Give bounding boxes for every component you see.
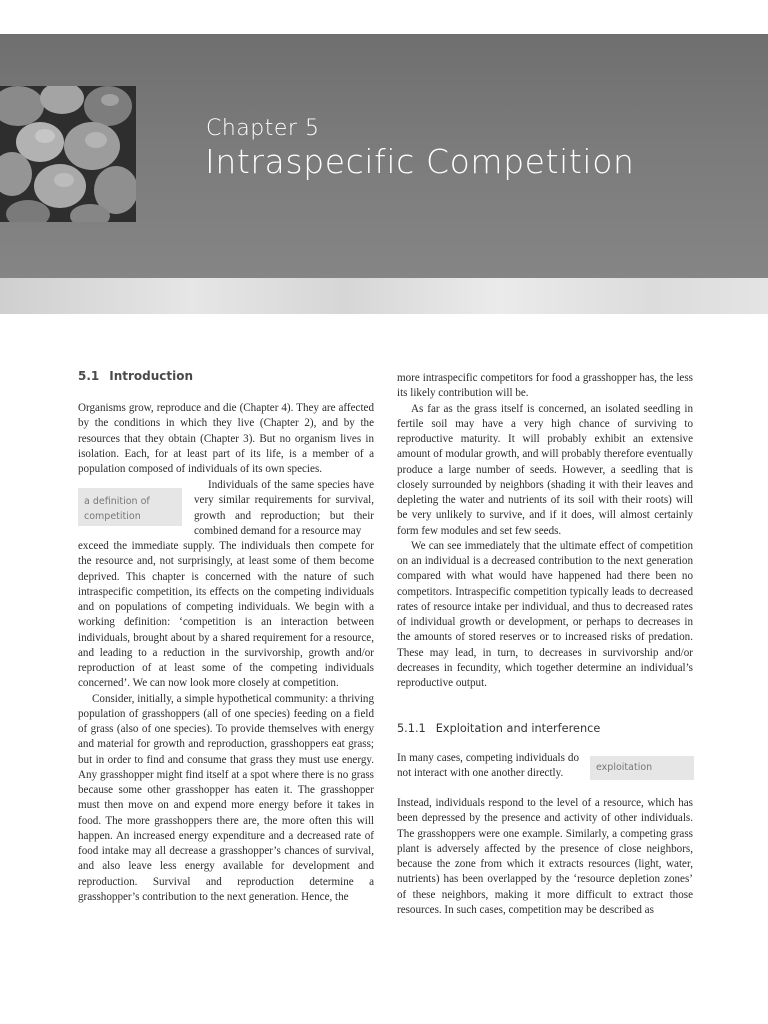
right-paragraph-4-wrapped: In many cases, competing individuals do not interact with one another directly. — [397, 752, 579, 780]
right-paragraph-1: more intraspecific competitors for food a grasshopper has, the less its likely contribution will be. — [397, 372, 693, 400]
section-heading — [78, 369, 193, 383]
subsection-title: Exploitation and interference — [435, 722, 601, 735]
banner-gradient-band — [0, 278, 768, 314]
right-paragraph-4-rest: Instead, individuals respond to the level of a resource, which has been depressed by the presence and activity of other individuals. The grasshoppers were one example. Similarly, a competing grass plant is adversely affected by the presence of close neighbors, because the zone from which it extracts resources (light, water, nutrients) has been overlapped by the ‘resource depletion zones’ of these neighbors, making it more difficult to extract those resources. In such cases, competition may be described as — [397, 797, 693, 916]
left-paragraph-2-rest: exceed the immediate supply. The individuals then compete for the resource and, not surprisingly, at least some of them become deprived. This chapter is concerned with the nature of such intraspecific competition, its effects on the competing individuals and on populations of competing individuals. We begin with a working definition: ‘competition is an interaction between individuals, brought about by a shared requirement for a resource, and leading to a reduction in the survivorship, growth and/or reproduction of at least some of the competing individuals concerned’. We can now look more closely at competition. — [78, 540, 374, 690]
right-paragraph-2: As far as the grass itself is concerned, an isolated seedling in fertile soil may have a very high chance of surviving to reproductive maturity. It will probably exhibit an extensive amount of modular growth, and will probably therefore eventually produce a large number of seeds. However, a seedling that is closely surrounded by neighbors (shading it with their leaves and depleting the water and nutrients of its soil with their roots) will be very unlikely to survive, and if it does, will almost certainly form few modules and set few seeds. — [397, 402, 693, 537]
subsection-number: 5.1.1 — [397, 722, 426, 735]
margin-note-exploitation: exploitation — [590, 756, 694, 780]
chapter-title: Intraspecific Competition — [205, 142, 635, 181]
left-paragraph-2-wrapped: Individuals of the same species have very similar requirements for survival, growth and reproduction; but their combined demand for a resource may — [194, 479, 374, 537]
section-number: 5.1 — [78, 369, 100, 383]
chapter-label: Chapter 5 — [206, 116, 320, 141]
chapter-photo — [0, 86, 136, 222]
left-column-continued — [78, 539, 374, 905]
section-title: Introduction — [109, 369, 194, 383]
top-margin — [0, 0, 768, 34]
left-paragraph-3: Consider, initially, a simple hypothetical community: a thriving population of grasshoppers (all of one species) feeding on a field of grass (also of one species). To provide themselves with energy and material for growth and reproduction, grasshoppers eat grass; but in order to find and consume that grass they must use energy. Any grasshopper might find itself at a spot where there is no grass because some other grasshopper has eaten it. The grasshopper must then move on and expend more energy before it takes in food. The more grasshoppers there are, the more often this will happen. An increased energy expenditure and a decreased rate of food intake may all decrease a grasshopper’s chances of survival, and also leave less energy available for development and reproduction. Survival and reproduction determine a grasshopper’s contribution to the next generation. Hence, the — [78, 692, 374, 903]
right-paragraph-3: We can see immediately that the ultimate effect of competition on an individual is a decreased contribution to the next generation compared with what would have happened had there been no competitors. Intraspecific competition typically leads to decreased rates of resource intake per individual, and thus to decreased rates of individual growth or development, or perhaps to decreases in the amounts of stored reserves or to increased risks of predation. These may lead, in turn, to decreases in survivorship and/or decreases in fecundity, which together determine an individual’s reproductive output. — [397, 539, 693, 689]
margin-note-definition: a definition of competition — [78, 488, 182, 526]
right-column — [397, 371, 693, 691]
left-paragraph-1: Organisms grow, reproduce and die (Chapter 4). They are affected by the conditions in which they live (Chapter 2), and by the resources that they obtain (Chapter 3). But no organism lives in isolation. Each, for at least part of its life, is a member of a population composed of individuals of its own species. — [78, 402, 374, 475]
subsection-heading — [397, 722, 600, 735]
